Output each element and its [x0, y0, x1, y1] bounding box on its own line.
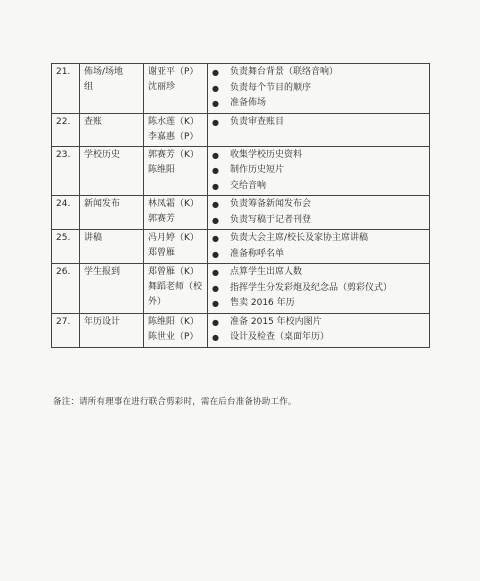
bullet-icon: ● — [212, 117, 219, 127]
tasks-cell — [208, 146, 430, 196]
bullet-icon: ● — [212, 234, 219, 244]
group-name-cell — [80, 264, 144, 314]
people-cell — [144, 64, 208, 114]
task-text: 制作历史短片 — [230, 165, 285, 176]
task-text: 准备称呼名单 — [230, 248, 285, 259]
person-name: 郭赛芳（K） — [148, 149, 199, 160]
row-number: 22. — [52, 113, 80, 146]
bullet-icon: ● — [212, 215, 219, 225]
task-text: 收集学校历史资料 — [230, 149, 303, 160]
task-item — [212, 213, 426, 229]
task-text: 准备 2015 年校内图片 — [230, 316, 322, 327]
task-text: 负责每个节目的顺序 — [230, 82, 312, 93]
task-item — [212, 247, 426, 263]
tasks-cell — [208, 64, 430, 114]
task-item — [212, 296, 426, 312]
tasks-cell — [208, 230, 430, 264]
row-number: 23. — [52, 146, 80, 196]
row-number: 21. — [52, 64, 80, 114]
bullet-icon: ● — [212, 68, 219, 78]
task-item — [212, 265, 426, 281]
task-text: 负责大会主席/校长及家协主席讲稿 — [230, 233, 369, 244]
group-name: 讲稿 — [84, 233, 103, 243]
table-row — [52, 113, 430, 146]
bullet-icon: ● — [212, 249, 219, 259]
group-name-cell — [80, 313, 144, 347]
person-name: 李嘉惠（P） — [148, 131, 199, 142]
task-item — [212, 65, 426, 81]
task-text: 交给音响 — [230, 180, 267, 191]
task-text: 负责写稿于记者刊登 — [230, 214, 312, 225]
task-item — [212, 96, 426, 112]
task-text: 设计及检查（桌面年历） — [230, 332, 330, 343]
task-item — [212, 231, 426, 247]
row-number: 25. — [52, 230, 80, 264]
task-item — [212, 179, 426, 195]
table-row — [52, 264, 430, 314]
person-name: 陈水莲（K） — [148, 116, 199, 127]
person-name: 舞蹈老师（校 — [148, 282, 203, 292]
bullet-icon: ● — [212, 200, 219, 210]
group-name-cell — [80, 230, 144, 264]
people-cell — [144, 196, 208, 230]
row-number: 27. — [52, 313, 80, 347]
table-row — [52, 196, 430, 230]
remark-note: 备注：请所有理事在进行联合剪彩时，需在后台准备协助工作。 — [53, 397, 297, 407]
person-name: 陈世业（P） — [148, 331, 199, 342]
group-name: 佈场/场地 — [84, 67, 124, 77]
person-name: 沈丽珍 — [148, 82, 176, 92]
bullet-icon: ● — [212, 83, 219, 93]
person-name: 谢亚平（P） — [148, 67, 199, 77]
group-name: 年历设计 — [84, 316, 121, 327]
group-name: 新闻发布 — [84, 199, 121, 209]
task-text: 准备佈场 — [230, 98, 267, 109]
group-name-cell — [80, 113, 144, 146]
person-name: 陈维阳（K） — [148, 316, 199, 327]
task-text: 指挥学生分发彩炮及纪念品（剪彩仪式） — [230, 282, 393, 293]
task-text: 负责筹备新闻发布会 — [230, 199, 312, 210]
person-name: 郑曾雁（K） — [148, 267, 199, 277]
task-item — [212, 197, 426, 213]
group-name: 组 — [84, 82, 94, 92]
task-item — [212, 330, 426, 346]
table-row — [52, 313, 430, 347]
tasks-cell — [208, 196, 430, 230]
bullet-icon: ● — [212, 299, 219, 309]
duty-table-body — [52, 64, 430, 348]
row-number: 26. — [52, 264, 80, 314]
group-name: 学生报到 — [84, 267, 121, 277]
row-number: 24. — [52, 196, 80, 230]
people-cell — [144, 230, 208, 264]
bullet-icon: ● — [212, 166, 219, 176]
group-name-cell — [80, 146, 144, 196]
task-text: 点算学生出席人数 — [230, 267, 303, 278]
tasks-cell — [208, 113, 430, 146]
bullet-icon: ● — [212, 150, 219, 160]
tasks-cell — [208, 264, 430, 314]
group-name-cell — [80, 196, 144, 230]
bullet-icon: ● — [212, 283, 219, 293]
person-name: 郑曾雁 — [148, 248, 176, 258]
people-cell — [144, 313, 208, 347]
table-row — [52, 146, 430, 196]
task-item — [212, 115, 426, 131]
task-text: 负责舞台背景（联络音响） — [230, 67, 339, 78]
bullet-icon: ● — [212, 317, 219, 327]
people-cell — [144, 264, 208, 314]
table-row — [52, 64, 430, 114]
task-item — [212, 281, 426, 297]
person-name: 林凤霜（K） — [148, 199, 199, 209]
group-name-cell — [80, 64, 144, 114]
table-row — [52, 230, 430, 264]
duty-table — [51, 63, 430, 348]
group-name: 学校历史 — [84, 149, 121, 160]
task-item — [212, 163, 426, 179]
person-name: 陈维阳 — [148, 164, 176, 175]
task-item — [212, 148, 426, 164]
task-text: 售卖 2016 年历 — [230, 298, 295, 309]
bullet-icon: ● — [212, 99, 219, 109]
person-name: 郭赛芳 — [148, 214, 176, 224]
people-cell — [144, 146, 208, 196]
bullet-icon: ● — [212, 333, 219, 343]
task-item — [212, 81, 426, 97]
person-name: 冯月婷（K） — [148, 233, 199, 243]
people-cell — [144, 113, 208, 146]
task-text: 负责审查账目 — [230, 116, 285, 127]
bullet-icon: ● — [212, 268, 219, 278]
person-name: 外） — [148, 297, 167, 307]
task-item — [212, 315, 426, 331]
bullet-icon: ● — [212, 181, 219, 191]
group-name: 查账 — [84, 116, 103, 127]
tasks-cell — [208, 313, 430, 347]
